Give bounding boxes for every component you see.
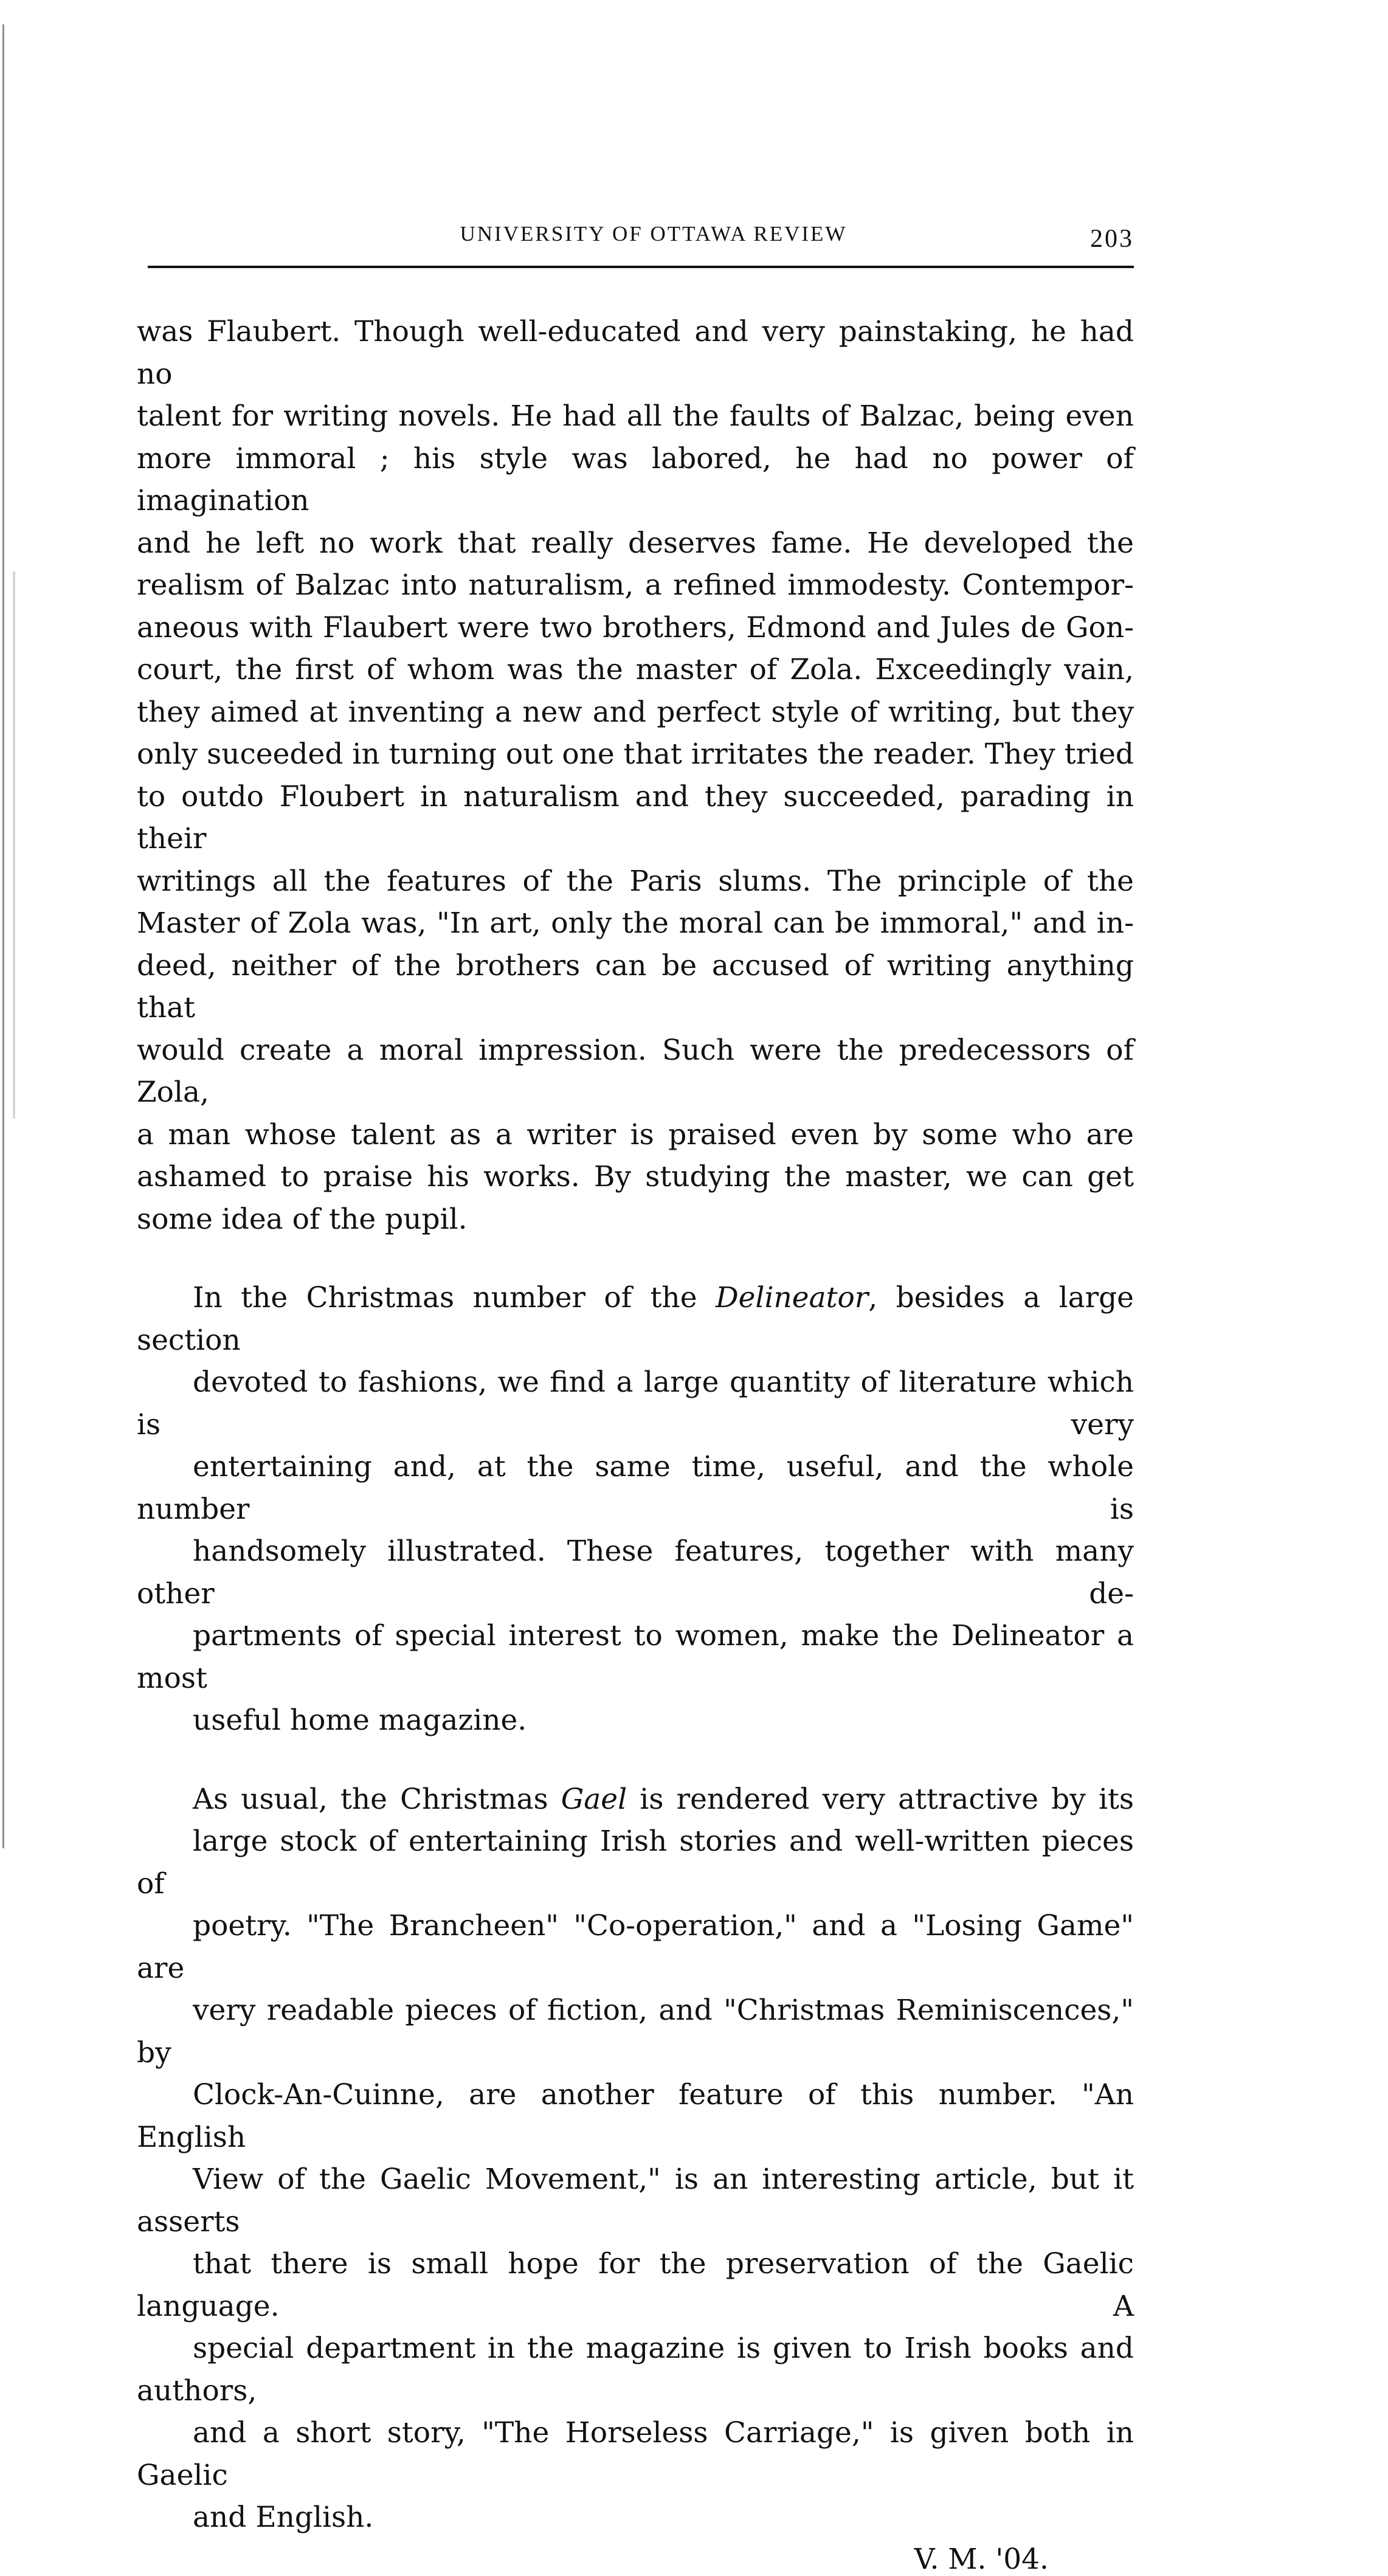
text-line: partments of special interest to women, make the Delineator a most — [137, 1619, 1134, 1695]
text-line: handsomely illustrated. These features, together with many other de- — [137, 1535, 1134, 1611]
text-line: some idea of the pupil. — [137, 1202, 468, 1236]
text-line: Clock-An-Cuinne, are another feature of this number. "An English — [137, 2078, 1134, 2154]
text-line: special department in the magazine is given to Irish books and authors, — [137, 2332, 1134, 2408]
header-rule — [148, 266, 1134, 268]
text-line: ashamed to praise his works. By studying the master, we can get — [137, 1160, 1134, 1193]
text-line: talent for writing novels. He had all the faults of Balzac, being even — [137, 399, 1134, 433]
text-line: large stock of entertaining Irish stories and well-written pieces of — [137, 1825, 1134, 1901]
text-line: more immoral ; his style was labored, he had no power of imagination — [137, 441, 1134, 517]
paragraph — [137, 1277, 1134, 1742]
text-line: devoted to fashions, we find a large quantity of literature which is very — [137, 1366, 1134, 1442]
text-line: that there is small hope for the preservation of the Gaelic language. A — [137, 2247, 1134, 2323]
text-line: entertaining and, at the same time, useful, and the whole number is — [137, 1450, 1134, 1526]
text-line: In the Christmas number of the Delineator, besides a large section — [137, 1281, 1134, 1357]
text-line: was Flaubert. Though well-educated and very painstaking, he had no — [137, 315, 1134, 391]
text-line: Master of Zola was, "In art, only the moral can be immoral," and in- — [137, 906, 1134, 940]
body-text — [137, 311, 1134, 2539]
paragraph — [137, 311, 1134, 1240]
text-line: court, the first of whom was the master of Zola. Exceedingly vain, — [137, 653, 1134, 686]
journal-title: UNIVERSITY OF OTTAWA REVIEW — [460, 222, 848, 246]
text-line: deed, neither of the brothers can be accused of writing anything that — [137, 948, 1134, 1024]
text-line: and a short story, "The Horseless Carriage," is given both in Gaelic — [137, 2416, 1134, 2492]
text-line: useful home magazine. — [193, 1704, 527, 1737]
text-line: a man whose talent as a writer is praised even by some who are — [137, 1117, 1134, 1152]
text-line: View of the Gaelic Movement," is an interesting article, but it asserts — [137, 2163, 1134, 2239]
scan-binding-edge — [2, 24, 10, 1848]
text-line: and he left no work that really deserves fame. He developed the — [137, 526, 1134, 560]
text-line: realism of Balzac into naturalism, a refined immodesty. Contempor- — [137, 568, 1134, 602]
text-line: As usual, the Christmas Gael is rendered very attractive by its — [193, 1782, 1134, 1816]
text-line: poetry. "The Brancheen" "Co-operation," and a "Losing Game" are — [137, 1909, 1134, 1985]
text-line: writings all the features of the Paris slums. The principle of the — [137, 864, 1134, 898]
signature: V. M. '04. — [914, 2542, 1049, 2576]
text-line: they aimed at inventing a new and perfect style of writing, but they — [137, 695, 1134, 729]
page — [137, 216, 1134, 2576]
text-line: and English. — [193, 2501, 374, 2534]
text-line: only suceeded in turning out one that irritates the reader. They tried — [137, 737, 1134, 771]
running-header — [137, 216, 1134, 252]
text-line: would create a moral impression. Such were the predecessors of Zola, — [137, 1033, 1134, 1109]
text-line: very readable pieces of fiction, and "Christmas Reminiscences," by — [137, 1994, 1134, 2070]
paragraph — [137, 1778, 1134, 2539]
page-number: 203 — [1090, 225, 1134, 253]
text-line: aneous with Flaubert were two brothers, Edmond and Jules de Gon- — [137, 610, 1134, 644]
text-line: to outdo Floubert in naturalism and they succeeded, parading in their — [137, 779, 1134, 855]
